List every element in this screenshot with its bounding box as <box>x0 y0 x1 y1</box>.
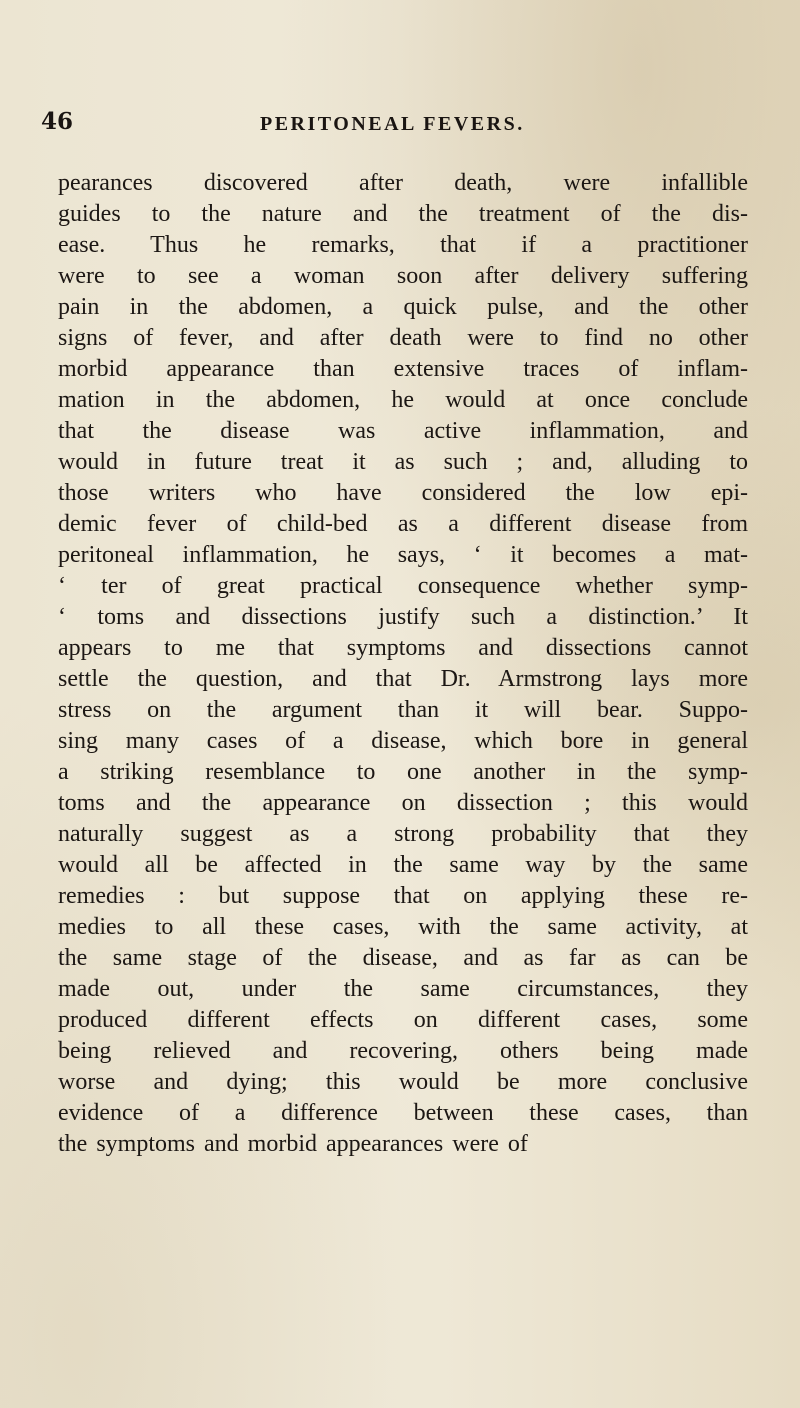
text-line: ‘ toms and dissections justify such a distinction.’ It <box>58 604 748 630</box>
text-line: settle the question, and that Dr. Armstrong lays more <box>58 666 748 692</box>
text-line: naturally suggest as a strong probability that they <box>58 821 748 847</box>
text-line: mation in the abdomen, he would at once conclude <box>58 387 748 413</box>
running-head: PERITONEAL FEVERS. <box>260 113 525 135</box>
text-line: that the disease was active inflammation, and <box>58 418 748 444</box>
text-line: pain in the abdomen, a quick pulse, and the other <box>58 294 748 320</box>
text-line: remedies : but suppose that on applying these re- <box>58 883 748 909</box>
text-line: peritoneal inflammation, he says, ‘ it becomes a mat- <box>58 542 748 568</box>
text-line: appears to me that symptoms and dissections cannot <box>58 635 748 661</box>
body-text <box>58 168 748 1160</box>
text-line: produced different effects on different cases, some <box>58 1007 748 1033</box>
text-line: a striking resemblance to one another in the symp- <box>58 759 748 785</box>
text-line: would all be affected in the same way by the same <box>58 852 748 878</box>
text-line: demic fever of child-bed as a different disease from <box>58 511 748 537</box>
text-line: evidence of a difference between these cases, than <box>58 1100 748 1126</box>
text-line: would in future treat it as such ; and, alluding to <box>58 449 748 475</box>
text-line: medies to all these cases, with the same activity, at <box>58 914 748 940</box>
text-line: ‘ ter of great practical consequence whether symp- <box>58 573 748 599</box>
text-line: those writers who have considered the low epi- <box>58 480 748 506</box>
text-line: signs of fever, and after death were to find no other <box>58 325 748 351</box>
text-line: stress on the argument than it will bear. Suppo- <box>58 697 748 723</box>
text-line: were to see a woman soon after delivery suffering <box>58 263 748 289</box>
text-line: guides to the nature and the treatment of the dis- <box>58 201 748 227</box>
text-line: worse and dying; this would be more conclusive <box>58 1069 748 1095</box>
text-line: morbid appearance than extensive traces of inflam- <box>58 356 748 382</box>
text-line: being relieved and recovering, others being made <box>58 1038 748 1064</box>
text-line: the symptoms and morbid appearances were of <box>58 1131 528 1157</box>
text-line: the same stage of the disease, and as far as can be <box>58 945 748 971</box>
text-line: toms and the appearance on dissection ; this would <box>58 790 748 816</box>
page-number: 46 <box>41 108 74 135</box>
text-line: sing many cases of a disease, which bore in general <box>58 728 748 754</box>
text-line: made out, under the same circumstances, they <box>58 976 748 1002</box>
text-line: ease. Thus he remarks, that if a practitioner <box>58 232 748 258</box>
text-line: pearances discovered after death, were infallible <box>58 170 748 196</box>
